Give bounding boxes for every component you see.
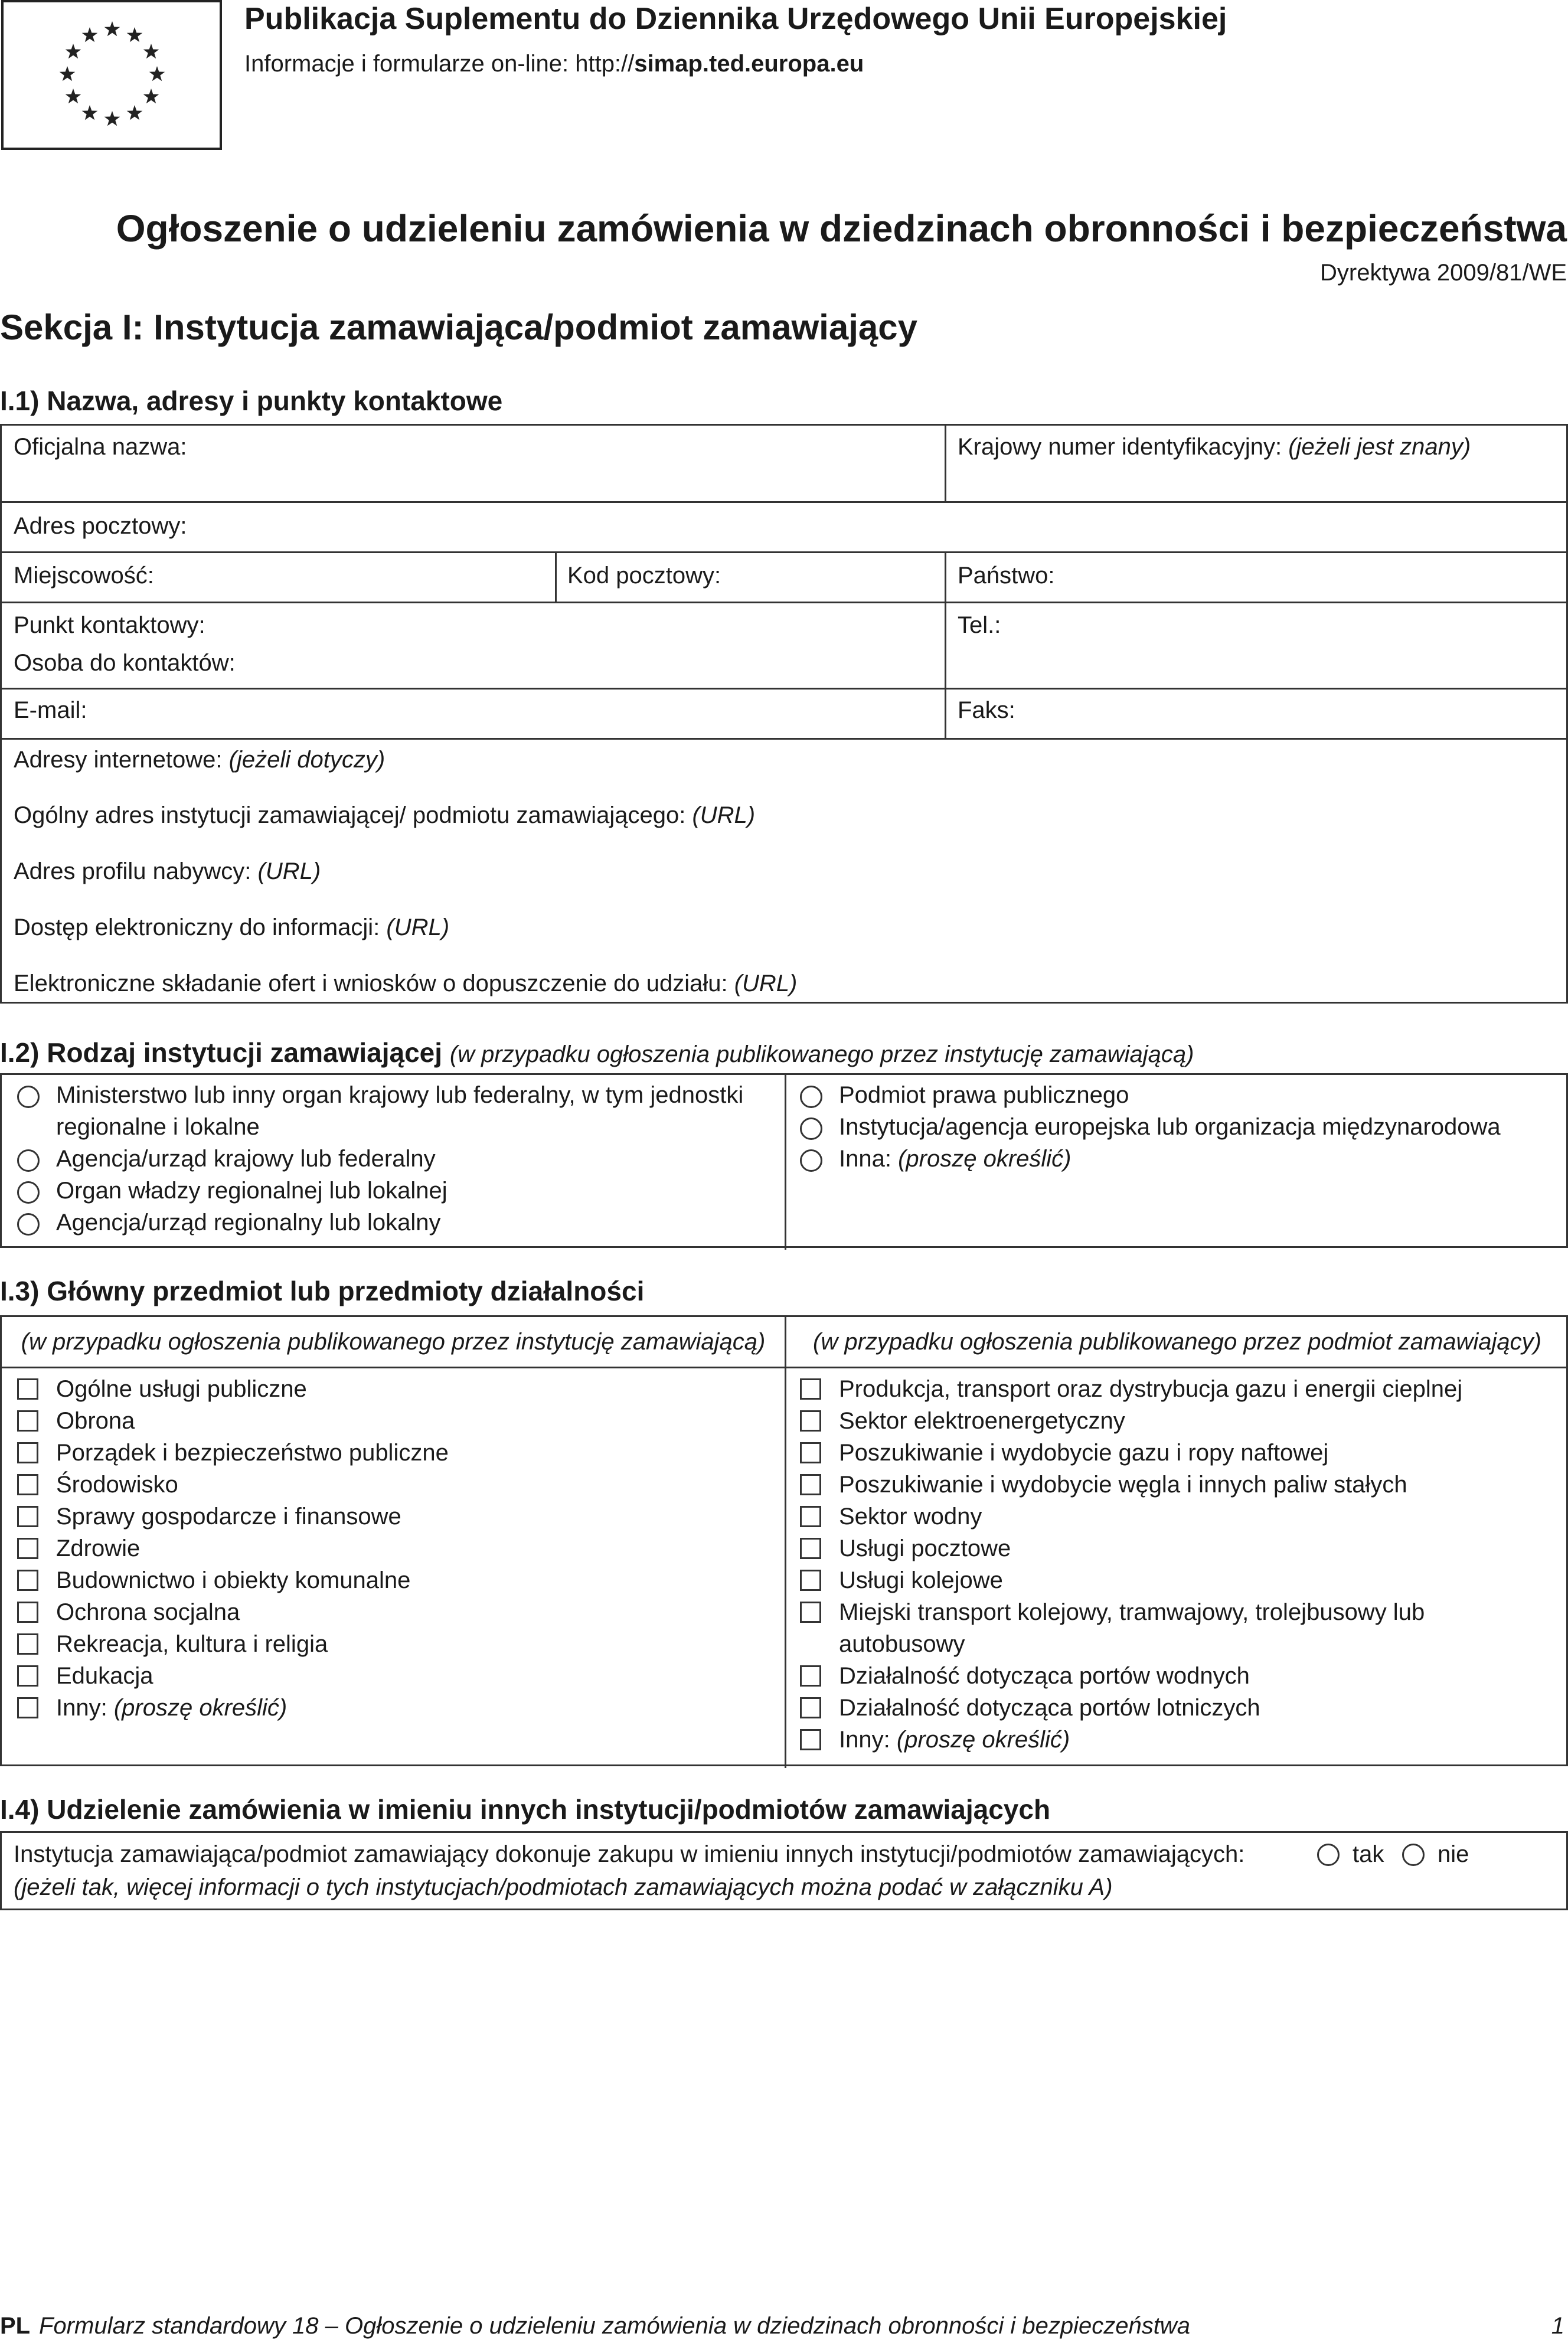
checkbox-water[interactable] xyxy=(800,1506,821,1527)
general-address-field[interactable]: Ogólny adres instytucji zamawiającej/ podmiotu zamawiającego: (URL) xyxy=(14,802,756,828)
activity-label: Poszukiwanie i wydobycie gazu i ropy naftowej xyxy=(839,1440,1329,1466)
activity-label: Budownictwo i obiekty komunalne xyxy=(56,1567,411,1593)
checkbox-other-entity-activity[interactable] xyxy=(800,1729,821,1750)
radio-regional-authority[interactable] xyxy=(17,1181,40,1204)
option-public-law-body-label: Podmiot prawa publicznego xyxy=(839,1082,1129,1108)
official-name-field[interactable]: Oficjalna nazwa: xyxy=(14,434,187,460)
checkbox-public-order[interactable] xyxy=(17,1442,38,1463)
activity-label: Sprawy gospodarcze i finansowe xyxy=(56,1504,401,1530)
checkbox-general-public-services[interactable] xyxy=(17,1378,38,1400)
email-field[interactable]: E-mail: xyxy=(14,697,87,723)
option-regional-agency-label: Agencja/urząd regionalny lub lokalny xyxy=(56,1210,441,1236)
on-behalf-note: (jeżeli tak, więcej informacji o tych instytucjach/podmiotach zamawiających można podać w załączniku A) xyxy=(14,1874,1113,1900)
electronic-access-field[interactable]: Dostęp elektroniczny do informacji: (URL) xyxy=(14,914,450,940)
activity-label: Miejski transport kolejowy, tramwajowy, trolejbusowy lub xyxy=(839,1599,1425,1625)
publication-info-prefix: Informacje i formularze on-line: http:// xyxy=(244,51,635,77)
checkbox-defence[interactable] xyxy=(17,1410,38,1432)
radio-on-behalf-no[interactable] xyxy=(1402,1844,1425,1866)
option-national-agency-label: Agencja/urząd krajowy lub federalny xyxy=(56,1146,436,1172)
radio-public-law-body[interactable] xyxy=(800,1086,822,1108)
simap-link[interactable]: simap.ted.europa.eu xyxy=(634,51,864,77)
activity-label: Rekreacja, kultura i religia xyxy=(56,1631,328,1657)
activity-label: Działalność dotycząca portów wodnych xyxy=(839,1663,1250,1689)
national-id-label: Krajowy numer identyfikacyjny: xyxy=(958,434,1282,460)
section-title: Sekcja I: Instytucja zamawiająca/podmiot zamawiający xyxy=(0,308,917,347)
activity-entity-header: (w przypadku ogłoszenia publikowanego przez podmiot zamawiający) xyxy=(813,1329,1541,1355)
activity-label: Poszukiwanie i wydobycie węgla i innych paliw stałych xyxy=(839,1472,1407,1498)
contact-point-field[interactable]: Punkt kontaktowy: xyxy=(14,612,205,638)
section-i1-title: I.1) Nazwa, adresy i punkty kontaktowe xyxy=(0,385,503,416)
checkbox-coal-extraction[interactable] xyxy=(800,1474,821,1495)
contact-details-box xyxy=(0,424,1568,1004)
checkbox-health[interactable] xyxy=(17,1538,38,1559)
national-id-field[interactable] xyxy=(958,434,1471,460)
electronic-submission-field[interactable]: Elektroniczne składanie ofert i wniosków o dopuszczenie do udziału: (URL) xyxy=(14,970,798,996)
activity-label: Zdrowie xyxy=(56,1535,141,1561)
section-i4-title: I.4) Udzielenie zamówienia w imieniu innych instytucji/podmiotów zamawiających xyxy=(0,1794,1051,1825)
publication-info xyxy=(244,51,864,77)
footer-form-name: Formularz standardowy 18 – Ogłoszenie o udzieleniu zamówienia w dziedzinach obronności i bezpieczeństwa xyxy=(39,2313,1190,2339)
checkbox-social-protection[interactable] xyxy=(17,1602,38,1623)
internet-addresses-label: Adresy internetowe: (jeżeli dotyczy) xyxy=(14,747,386,773)
option-regional-authority-label: Organ władzy regionalnej lub lokalnej xyxy=(56,1178,447,1204)
contact-person-field[interactable]: Osoba do kontaktów: xyxy=(14,650,236,676)
activity-label: Porządek i bezpieczeństwo publiczne xyxy=(56,1440,449,1466)
checkbox-other-authority-activity[interactable] xyxy=(17,1697,38,1718)
activity-label: Inny: (proszę określić) xyxy=(839,1727,1070,1753)
activity-label: Usługi pocztowe xyxy=(839,1535,1011,1561)
activity-label: Działalność dotycząca portów lotniczych xyxy=(839,1695,1260,1721)
section-i3-title: I.3) Główny przedmiot lub przedmioty działalności xyxy=(0,1276,645,1306)
activity-label: Sektor wodny xyxy=(839,1504,982,1530)
section-i2-note: (w przypadku ogłoszenia publikowanego przez instytucję zamawiającą) xyxy=(449,1041,1194,1067)
directive-label: Dyrektywa 2009/81/WE xyxy=(1320,260,1567,286)
checkbox-recreation[interactable] xyxy=(17,1633,38,1655)
radio-regional-agency[interactable] xyxy=(17,1213,40,1236)
postal-address-field[interactable]: Adres pocztowy: xyxy=(14,513,187,539)
page-number: 1 xyxy=(1551,2313,1564,2339)
buyer-profile-field[interactable]: Adres profilu nabywcy: (URL) xyxy=(14,858,321,884)
checkbox-education[interactable] xyxy=(17,1665,38,1687)
option-ministry-label: Ministerstwo lub inny organ krajowy lub federalny, w tym jednostki xyxy=(56,1082,744,1108)
checkbox-airport-activities[interactable] xyxy=(800,1697,821,1718)
checkbox-electricity[interactable] xyxy=(800,1410,821,1432)
checkbox-economic-affairs[interactable] xyxy=(17,1506,38,1527)
checkbox-gas-oil-extraction[interactable] xyxy=(800,1442,821,1463)
on-behalf-no-label: nie xyxy=(1438,1841,1469,1867)
activity-label: Sektor elektroenergetyczny xyxy=(839,1408,1125,1434)
activity-label: Produkcja, transport oraz dystrybucja gazu i energii cieplnej xyxy=(839,1376,1463,1402)
checkbox-environment[interactable] xyxy=(17,1474,38,1495)
on-behalf-question: Instytucja zamawiająca/podmiot zamawiający dokonuje zakupu w imieniu innych instytucji/podmiotów zamawiających: xyxy=(14,1841,1245,1867)
option-other-authority-label: Inna: (proszę określić) xyxy=(839,1146,1072,1172)
eu-stars-icon xyxy=(4,2,220,148)
main-activity-box xyxy=(0,1315,1568,1766)
fax-field[interactable]: Faks: xyxy=(958,697,1015,723)
radio-european-institution[interactable] xyxy=(800,1117,822,1140)
publication-title: Publikacja Suplementu do Dziennika Urzędowego Unii Europejskiej xyxy=(244,2,1227,36)
authority-type-box xyxy=(0,1073,1568,1248)
activity-label: Inny: (proszę określić) xyxy=(56,1695,288,1721)
checkbox-railway-services[interactable] xyxy=(800,1570,821,1591)
option-european-institution-label: Instytucja/agencja europejska lub organizacja międzynarodowa xyxy=(839,1114,1501,1140)
checkbox-urban-transport[interactable] xyxy=(800,1602,821,1623)
radio-ministry[interactable] xyxy=(17,1086,40,1108)
postal-code-field[interactable]: Kod pocztowy: xyxy=(567,563,721,589)
on-behalf-box xyxy=(0,1831,1568,1910)
checkbox-postal-services[interactable] xyxy=(800,1538,821,1559)
section-i2-title: I.2) Rodzaj instytucji zamawiającej (w przypadku ogłoszenia publikowanego przez instytucję zamawiającą) xyxy=(0,1037,1194,1068)
radio-on-behalf-yes[interactable] xyxy=(1317,1844,1340,1866)
document-title: Ogłoszenie o udzieleniu zamówienia w dziedzinach obronności i bezpieczeństwa xyxy=(116,207,1567,250)
activity-label: Ochrona socjalna xyxy=(56,1599,240,1625)
activity-label-wrap: autobusowy xyxy=(839,1631,965,1657)
checkbox-gas-heat[interactable] xyxy=(800,1378,821,1400)
activity-label: Edukacja xyxy=(56,1663,153,1689)
activity-authority-header: (w przypadku ogłoszenia publikowanego przez instytucję zamawiającą) xyxy=(21,1329,766,1355)
activity-label: Obrona xyxy=(56,1408,135,1434)
activity-label: Ogólne usługi publiczne xyxy=(56,1376,307,1402)
activity-label: Środowisko xyxy=(56,1472,178,1498)
option-ministry-label-2: regionalne i lokalne xyxy=(56,1114,260,1140)
eu-flag-logo xyxy=(1,0,222,150)
tel-field[interactable]: Tel.: xyxy=(958,612,1001,638)
national-id-note: (jeżeli jest znany) xyxy=(1288,434,1471,460)
on-behalf-yes-label: tak xyxy=(1353,1841,1384,1867)
footer-language: PL xyxy=(0,2313,31,2339)
radio-national-agency[interactable] xyxy=(17,1149,40,1172)
radio-other-authority[interactable] xyxy=(800,1149,822,1172)
activity-label: Usługi kolejowe xyxy=(839,1567,1003,1593)
country-field[interactable]: Państwo: xyxy=(958,563,1055,589)
checkbox-housing[interactable] xyxy=(17,1570,38,1591)
town-field[interactable]: Miejscowość: xyxy=(14,563,154,589)
checkbox-port-activities[interactable] xyxy=(800,1665,821,1687)
